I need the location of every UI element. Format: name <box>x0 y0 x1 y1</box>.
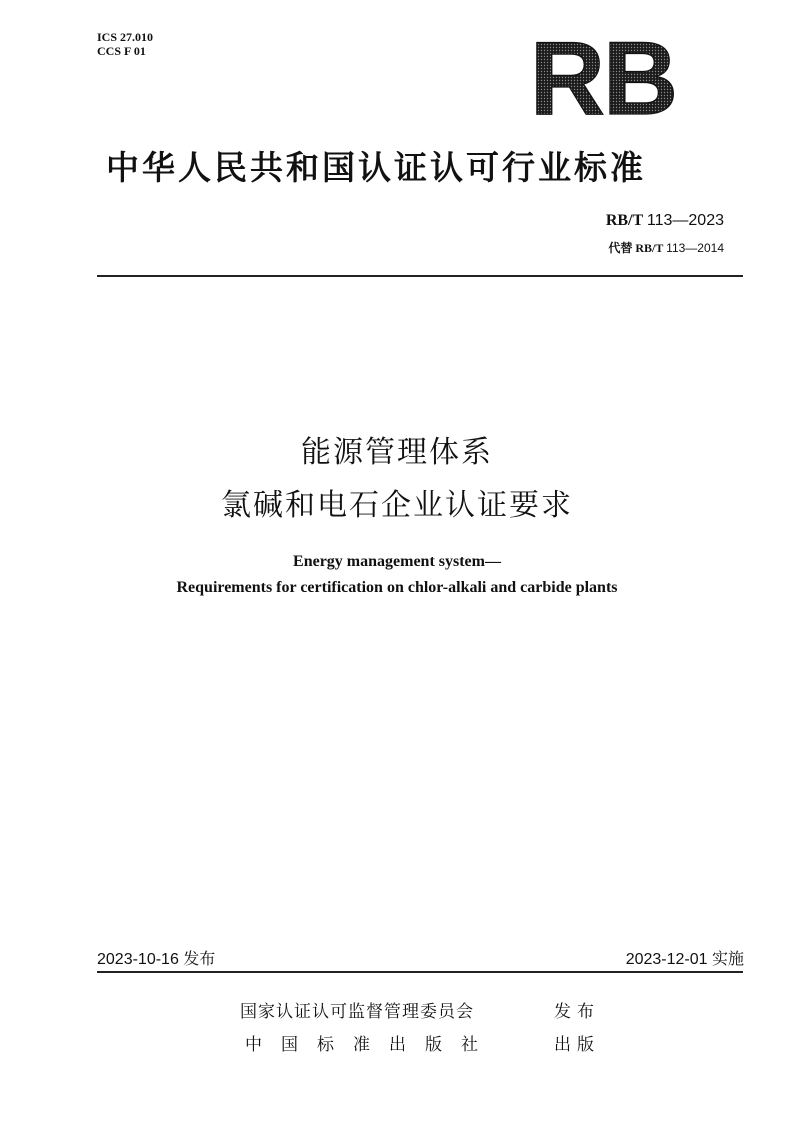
issuer-action: 发布 <box>554 1002 600 1022</box>
footer-divider <box>97 971 743 973</box>
standard-number-value: 113—2023 <box>646 212 724 229</box>
org-standard-title: 中华人民共和国认证认可行业标准 <box>106 148 646 187</box>
replaces-number: 113—2014 <box>666 241 724 255</box>
replaces-prefix: RB/T <box>635 241 664 255</box>
header-divider <box>97 275 743 277</box>
replaces-label: 代替 <box>608 241 633 255</box>
standard-number <box>606 212 724 230</box>
title-en-line1: Energy management system— <box>293 553 501 570</box>
standard-prefix: RB/T <box>605 212 643 229</box>
classification-codes <box>97 30 153 58</box>
rb-logo-text: RB <box>529 34 677 122</box>
replaces-standard <box>608 239 724 256</box>
title-en-line2: Requirements for certification on chlor-alkali and carbide plants <box>176 579 618 596</box>
publisher-name: 中国标准出版社 <box>245 1035 497 1055</box>
ccs-code: CCS F 01 <box>97 44 146 58</box>
implement-date: 2023-12-01 实施 <box>625 951 744 968</box>
issue-date: 2023-10-16 发布 <box>97 951 216 968</box>
publisher-action: 出版 <box>554 1035 600 1055</box>
issuer-name: 国家认证认可监督管理委员会 <box>240 1002 474 1022</box>
ics-code: ICS 27.010 <box>97 30 154 44</box>
rb-logo <box>528 34 678 122</box>
title-zh-line2: 氯碱和电石企业认证要求 <box>221 488 573 523</box>
title-zh-line1: 能源管理体系 <box>301 435 493 470</box>
